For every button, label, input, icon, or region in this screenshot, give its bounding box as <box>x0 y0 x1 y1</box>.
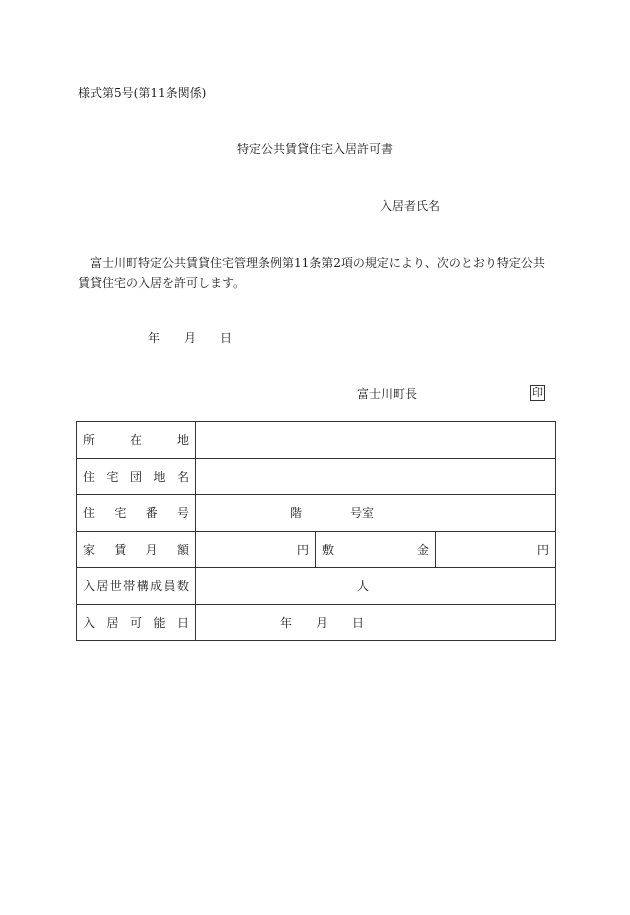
label-char: 宅 <box>114 506 127 521</box>
movein-value <box>196 604 556 641</box>
row-number <box>77 495 556 532</box>
deposit-unit: 円 <box>536 542 549 557</box>
rent-label <box>77 531 196 568</box>
issuer-title: 富士川町長 <box>357 387 418 401</box>
row-location <box>77 422 556 459</box>
label-char: 日 <box>176 615 189 630</box>
number-value <box>196 495 556 532</box>
row-complex <box>77 458 556 495</box>
room-unit: 号室 <box>350 506 375 521</box>
document-title: 特定公共賃貸住宅入居許可書 <box>236 142 393 156</box>
label-char: 構 <box>136 579 149 594</box>
members-unit: 人 <box>357 579 370 594</box>
form-number: 様式第5号(第11条関係) <box>78 86 207 100</box>
label-char: 数 <box>176 579 189 594</box>
movein-label <box>77 604 196 641</box>
label-char: 番 <box>145 506 158 521</box>
label-char: 世 <box>109 579 122 594</box>
label-char: 能 <box>153 615 166 630</box>
label-char: 敷 <box>322 542 335 557</box>
seal-mark: 印 <box>532 386 543 399</box>
date-year: 年 <box>148 331 161 345</box>
label-char: 賃 <box>114 542 127 557</box>
members-label <box>77 568 196 605</box>
movein-day: 日 <box>352 615 365 630</box>
location-label <box>77 422 196 459</box>
label-char: 名 <box>176 469 189 484</box>
label-char: 地 <box>176 433 189 448</box>
label-char: 帯 <box>123 579 136 594</box>
label-char: 所 <box>83 433 96 448</box>
label-char: 成 <box>150 579 163 594</box>
label-char: 宅 <box>106 469 119 484</box>
label-char: 居 <box>106 615 119 630</box>
label-char: 地 <box>153 469 166 484</box>
body-text: 富士川町特定公共賃貸住宅管理条例第11条第2項の規定により、次のとおり特定公共賃貸住宅の入居を許可します。 <box>78 256 545 290</box>
label-char: 月 <box>145 542 158 557</box>
rent-unit: 円 <box>296 542 309 557</box>
label-char: 住 <box>83 469 96 484</box>
label-char: 号 <box>176 506 189 521</box>
label-char: 入 <box>83 579 96 594</box>
label-char: 可 <box>129 615 142 630</box>
rent-value <box>196 531 316 568</box>
label-char: 金 <box>416 542 429 557</box>
row-members <box>77 568 556 605</box>
label-char: 家 <box>83 542 96 557</box>
row-rent <box>77 531 556 568</box>
number-label <box>77 495 196 532</box>
location-value <box>196 422 556 459</box>
members-value <box>196 568 556 605</box>
row-movein <box>77 604 556 641</box>
info-table <box>76 421 556 641</box>
resident-name-label: 入居者氏名 <box>380 199 441 213</box>
label-char: 団 <box>129 469 142 484</box>
date-month: 月 <box>184 331 197 345</box>
label-char: 在 <box>129 433 142 448</box>
label-char: 員 <box>163 579 176 594</box>
label-char: 額 <box>176 542 189 557</box>
floor-unit: 階 <box>290 506 303 521</box>
deposit-value <box>436 531 556 568</box>
deposit-label <box>316 531 436 568</box>
complex-label <box>77 458 196 495</box>
label-char: 住 <box>83 506 96 521</box>
movein-month: 月 <box>316 615 329 630</box>
complex-value <box>196 458 556 495</box>
label-char: 居 <box>96 579 109 594</box>
issue-date <box>148 329 232 346</box>
movein-year: 年 <box>280 615 293 630</box>
label-char: 入 <box>83 615 96 630</box>
date-day: 日 <box>220 331 233 345</box>
